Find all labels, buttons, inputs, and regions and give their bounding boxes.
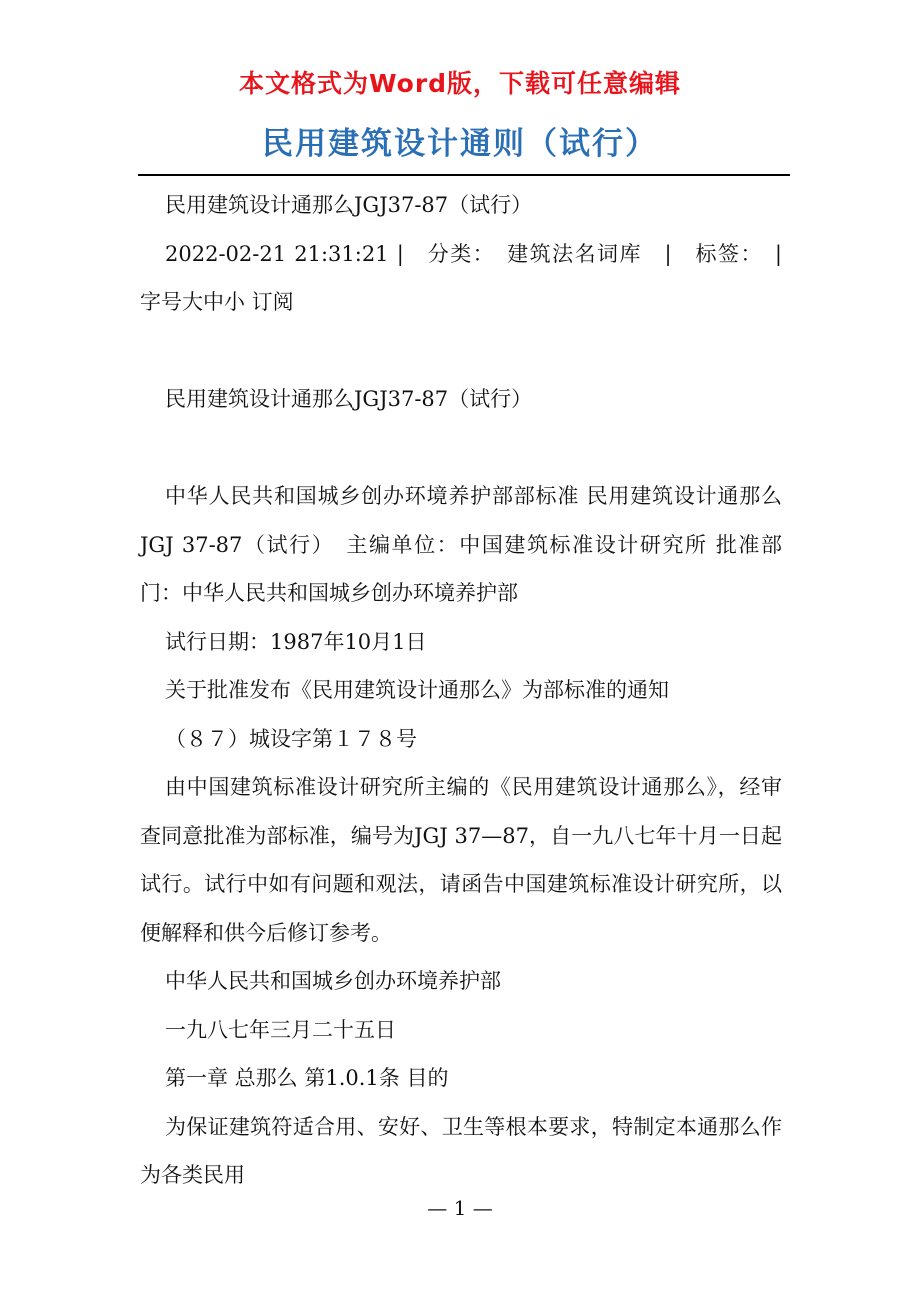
format-banner: 本文格式为Word版，下载可任意编辑 [238, 69, 682, 98]
title-divider [138, 174, 790, 176]
page-number: — 1 — [427, 1196, 493, 1220]
paragraph-document-number: （８７）城设字第１７８号 [165, 726, 417, 751]
paragraph-purpose: 为保证建筑符适合用、安好、卫生等根本要求，特制定本通那么作为各类民用 [140, 1114, 782, 1187]
paragraph-notice-title: 关于批准发布《民用建筑设计通那么》为部标准的通知 [165, 678, 669, 702]
paragraph-issuing-info: 中华人民共和国城乡创办环境养护部部标准 民用建筑设计通那么JGJ 37-87（试行） 主编单位：中国建筑标准设计研究所 批准部门：中华人民共和国城乡创办环境养护部 [140, 484, 782, 605]
paragraph-trial-date: 试行日期：1987年10月1日 [165, 629, 427, 654]
paragraph-standard-title: 民用建筑设计通那么JGJ37-87（试行） [165, 193, 533, 217]
paragraph-chapter-heading: 第一章 总那么 第1.0.1条 目的 [165, 1066, 449, 1090]
paragraph-issue-date: 一九八七年三月二十五日 [165, 1017, 396, 1042]
document-body [140, 181, 803, 1200]
paragraph-post-meta: 2022-02-21 21:31:21 | 分类： 建筑法名词库 | 标签： | 字号大中小 订阅 [140, 241, 803, 314]
paragraph-standard-title-repeat: 民用建筑设计通那么JGJ37-87（试行） [165, 387, 533, 411]
paragraph-issuer: 中华人民共和国城乡创办环境养护部 [165, 969, 501, 993]
paragraph-notice-body: 由中国建筑标准设计研究所主编的《民用建筑设计通那么》，经审查同意批准为部标准，编号为JGJ 37—87，自一九八七年十月一日起试行。试行中如有问题和观法，请函告中国建筑标准设计研究所，以便解释和供今后修订参考。 [140, 775, 782, 945]
document-title: 民用建筑设计通则（试行） [262, 126, 658, 162]
blank-line [140, 327, 782, 376]
blank-line [140, 424, 782, 473]
